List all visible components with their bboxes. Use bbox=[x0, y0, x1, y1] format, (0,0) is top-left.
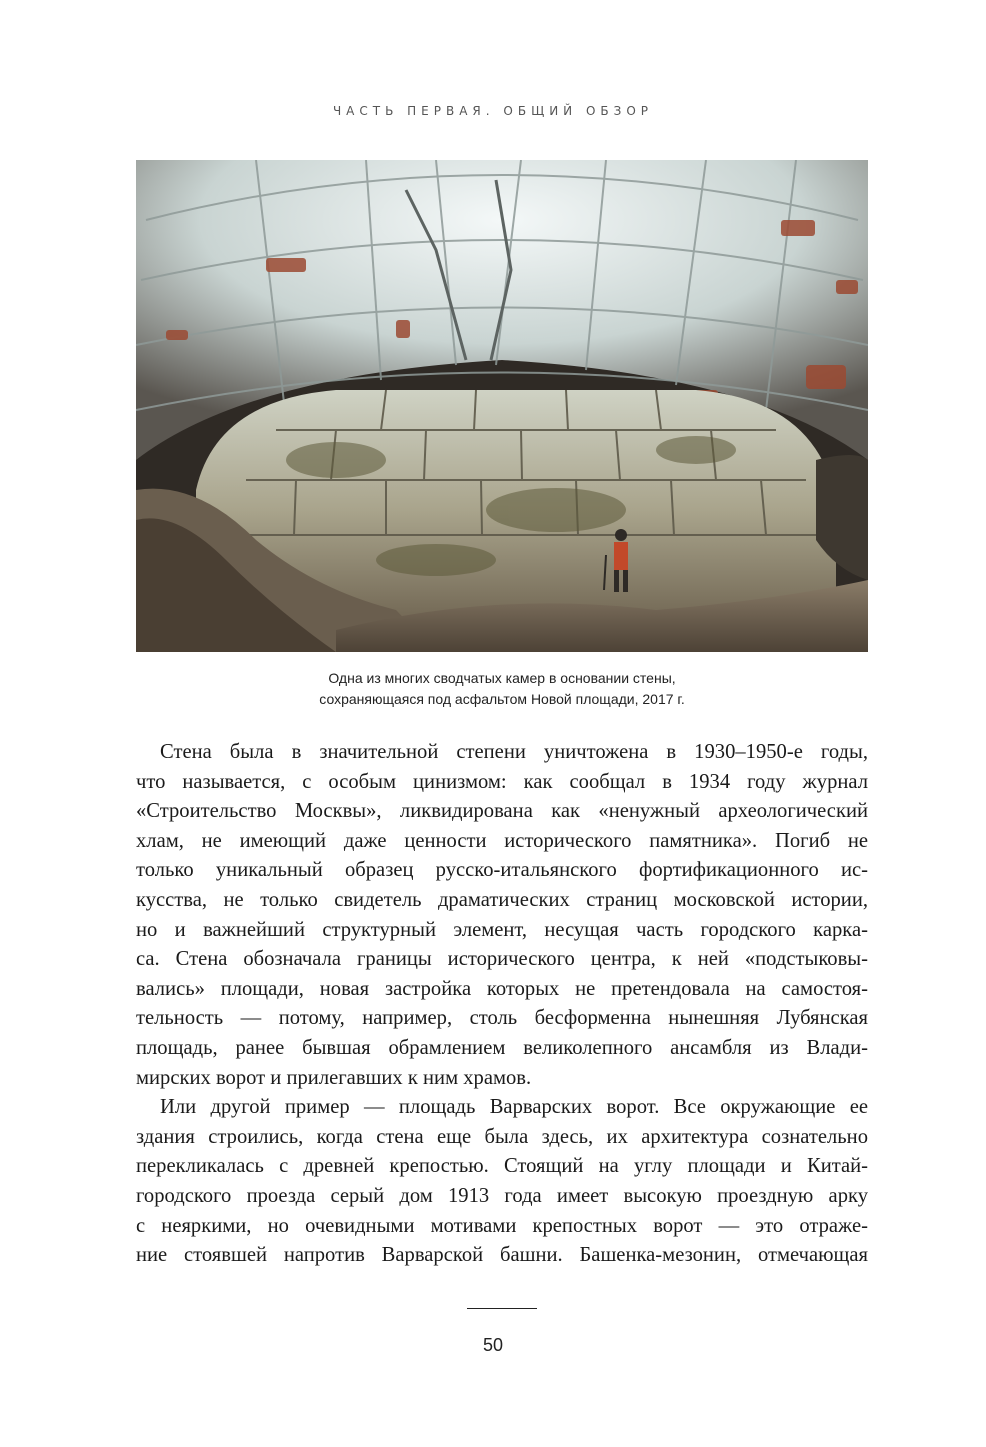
paragraph-line: но и важнейший структурный элемент, несущая часть городского карка- bbox=[136, 918, 868, 941]
body-text bbox=[136, 738, 868, 1271]
footer-rule bbox=[467, 1308, 537, 1309]
paragraph-line: что называется, с особым цинизмом: как сообщал в 1934 году журнал bbox=[136, 770, 868, 793]
vaulted-chamber-illustration bbox=[136, 160, 868, 652]
paragraph-line: са. Стена обозначала границы исторического центра, к ней «подстыковы- bbox=[136, 948, 868, 971]
paragraph-line: площадь, ранее бывшая обрамлением великолепного ансамбля из Влади- bbox=[136, 1036, 868, 1059]
paragraph-line: вались» площади, новая застройка которых не претендовала на самостоя- bbox=[136, 977, 868, 1000]
paragraph-line: городского проезда серый дом 1913 года имеет высокую проездную арку bbox=[136, 1184, 868, 1207]
paragraph-line: Или другой пример — площадь Варварских ворот. Все окружающие ее bbox=[160, 1096, 868, 1119]
paragraph-line: тельность — потому, например, столь бесформенна нынешняя Лубянская bbox=[136, 1007, 868, 1030]
paragraph-line: перекликалась с древней крепостью. Стоящий на углу площади и Китай- bbox=[136, 1155, 868, 1178]
caption-line: Одна из многих сводчатых камер в основании стены, bbox=[328, 670, 676, 686]
paragraph-line: «Строительство Москвы», ликвидирована как «ненужный археологический bbox=[136, 800, 868, 823]
page-number: 50 bbox=[482, 1335, 504, 1355]
paragraph-line: только уникальный образец русско-итальянского фортификационного ис- bbox=[136, 859, 868, 882]
photo-caption bbox=[136, 668, 868, 710]
paragraph-line: ние стоявшей напротив Варварской башни. Башенка-мезонин, отмечающая bbox=[136, 1244, 868, 1267]
vaulted-chamber-photo bbox=[136, 160, 868, 652]
paragraph-line: с неяркими, но очевидными мотивами крепостных ворот — это отраже- bbox=[136, 1214, 868, 1237]
running-head: ЧАСТЬ ПЕРВАЯ. ОБЩИЙ ОБЗОР bbox=[332, 104, 654, 118]
paragraph-line: мирских ворот и прилегавших к ним храмов. bbox=[136, 1066, 532, 1089]
paragraph-line: кусства, не только свидетель драматических страниц московской истории, bbox=[136, 888, 868, 911]
paragraph-line: Стена была в значительной степени уничтожена в 1930–1950-е годы, bbox=[160, 741, 868, 763]
paragraph-line: здания строились, когда стена еще была здесь, их архитектура сознательно bbox=[136, 1125, 868, 1148]
paragraph-line: хлам, не имеющий даже ценности исторического памятника». Погиб не bbox=[136, 829, 868, 852]
caption-line: сохраняющаяся под асфальтом Новой площади, 2017 г. bbox=[319, 691, 685, 707]
